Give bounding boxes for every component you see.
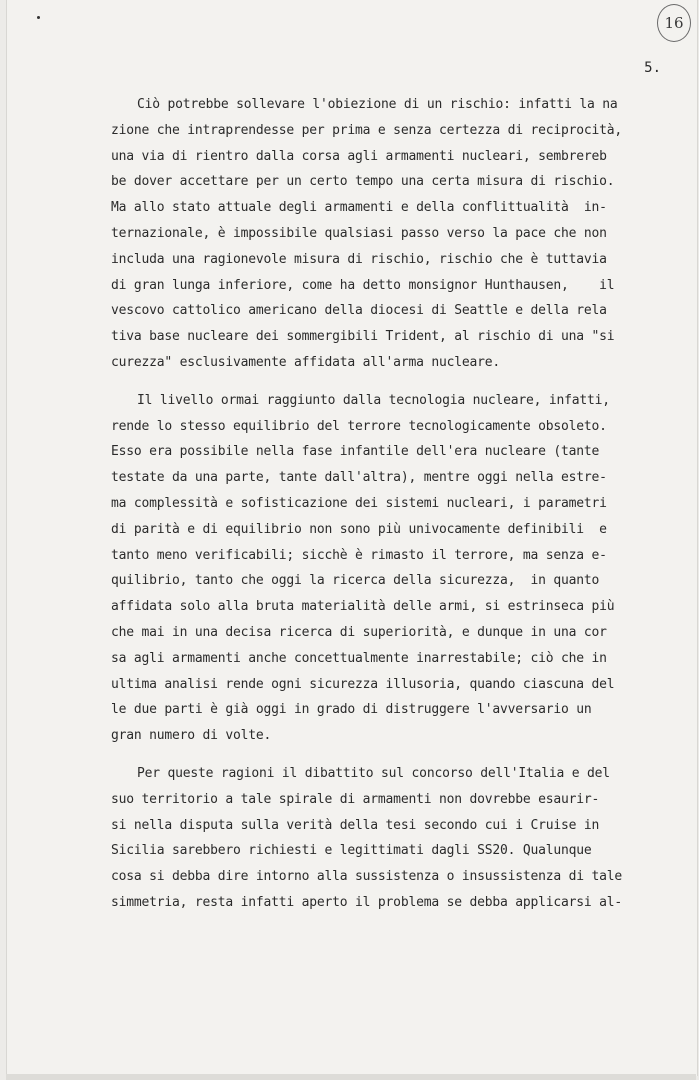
text-line: affidata solo alla bruta materialità delle armi, si estrinseca più	[111, 599, 615, 615]
text-line: una via di rientro dalla corsa agli armamenti nucleari, sembrereb	[111, 148, 607, 164]
text-line: Ma allo stato attuale degli armamenti e della conflittualità in-	[111, 200, 607, 216]
corner-page-mark: 16	[657, 4, 691, 42]
text-line: quilibrio, tanto che oggi la ricerca della sicurezza, in quanto	[111, 573, 600, 589]
text-line: Ciò potrebbe sollevare l'obiezione di un rischio: infatti la na	[137, 97, 618, 112]
text-line: le due parti è già oggi in grado di distruggere l'avversario un	[111, 702, 592, 718]
text-line: be dover accettare per un certo tempo una certa misura di rischio.	[111, 174, 615, 190]
text-line: cosa si debba dire intorno alla sussistenza o insussistenza di tale	[111, 869, 622, 885]
text-line: tiva base nucleare dei sommergibili Trident, al rischio di una "si	[111, 329, 615, 345]
paragraph-1	[111, 92, 683, 376]
text-line: zione che intraprendesse per prima e senza certezza di reciprocità,	[111, 122, 622, 138]
text-line: sa agli armamenti anche concettualmente inarrestabile; ciò che in	[111, 650, 607, 666]
text-line: ma complessità e sofisticazione dei sistemi nucleari, i parametri	[111, 495, 607, 511]
document-body	[111, 92, 683, 928]
text-line: curezza" esclusivamente affidata all'arma nucleare.	[111, 354, 500, 370]
text-line: Per queste ragioni il dibattito sul concorso dell'Italia e del	[137, 765, 610, 781]
text-line: vescovo cattolico americano della diocesi di Seattle e della rela	[111, 303, 607, 319]
text-line: si nella disputa sulla verità della tesi secondo cui i Cruise in	[111, 817, 600, 833]
paragraph-2	[111, 388, 683, 749]
document-page	[6, 0, 698, 1076]
text-line: suo territorio a tale spirale di armamenti non dovrebbe esaurir-	[111, 791, 600, 807]
text-line: includa una ragionevole misura di rischio, rischio che è tuttavia	[111, 251, 607, 267]
text-line: di gran lunga inferiore, come ha detto monsignor Hunthausen, il	[111, 277, 615, 293]
text-line: ternazionale, è impossibile qualsiasi passo verso la pace che non	[111, 225, 607, 241]
text-line: simmetria, resta infatti aperto il problema se debba applicarsi al-	[111, 894, 622, 910]
text-line: rende lo stesso equilibrio del terrore tecnologicamente obsoleto.	[111, 418, 607, 434]
text-line: Esso era possibile nella fase infantile dell'era nucleare (tante	[111, 444, 600, 460]
text-line: ultima analisi rende ogni sicurezza illusoria, quando ciascuna del	[111, 676, 615, 692]
text-line: gran numero di volte.	[111, 728, 272, 744]
scan-bottom-edge	[6, 1074, 696, 1080]
text-line: Sicilia sarebbero richiesti e legittimati dagli SS20. Qualunque	[111, 843, 592, 859]
text-line: Il livello ormai raggiunto dalla tecnologia nucleare, infatti,	[137, 392, 610, 408]
page-number: 5.	[644, 60, 661, 76]
text-line: di parità e di equilibrio non sono più univocamente definibili e	[111, 521, 607, 537]
text-line: tanto meno verificabili; sicchè è rimasto il terrore, ma senza e-	[111, 547, 607, 563]
text-line: testate da una parte, tante dall'altra), mentre oggi nella estre-	[111, 470, 607, 486]
paragraph-3	[111, 761, 683, 916]
speck-mark	[37, 16, 40, 19]
text-line: che mai in una decisa ricerca di superiorità, e dunque in una cor	[111, 624, 607, 640]
